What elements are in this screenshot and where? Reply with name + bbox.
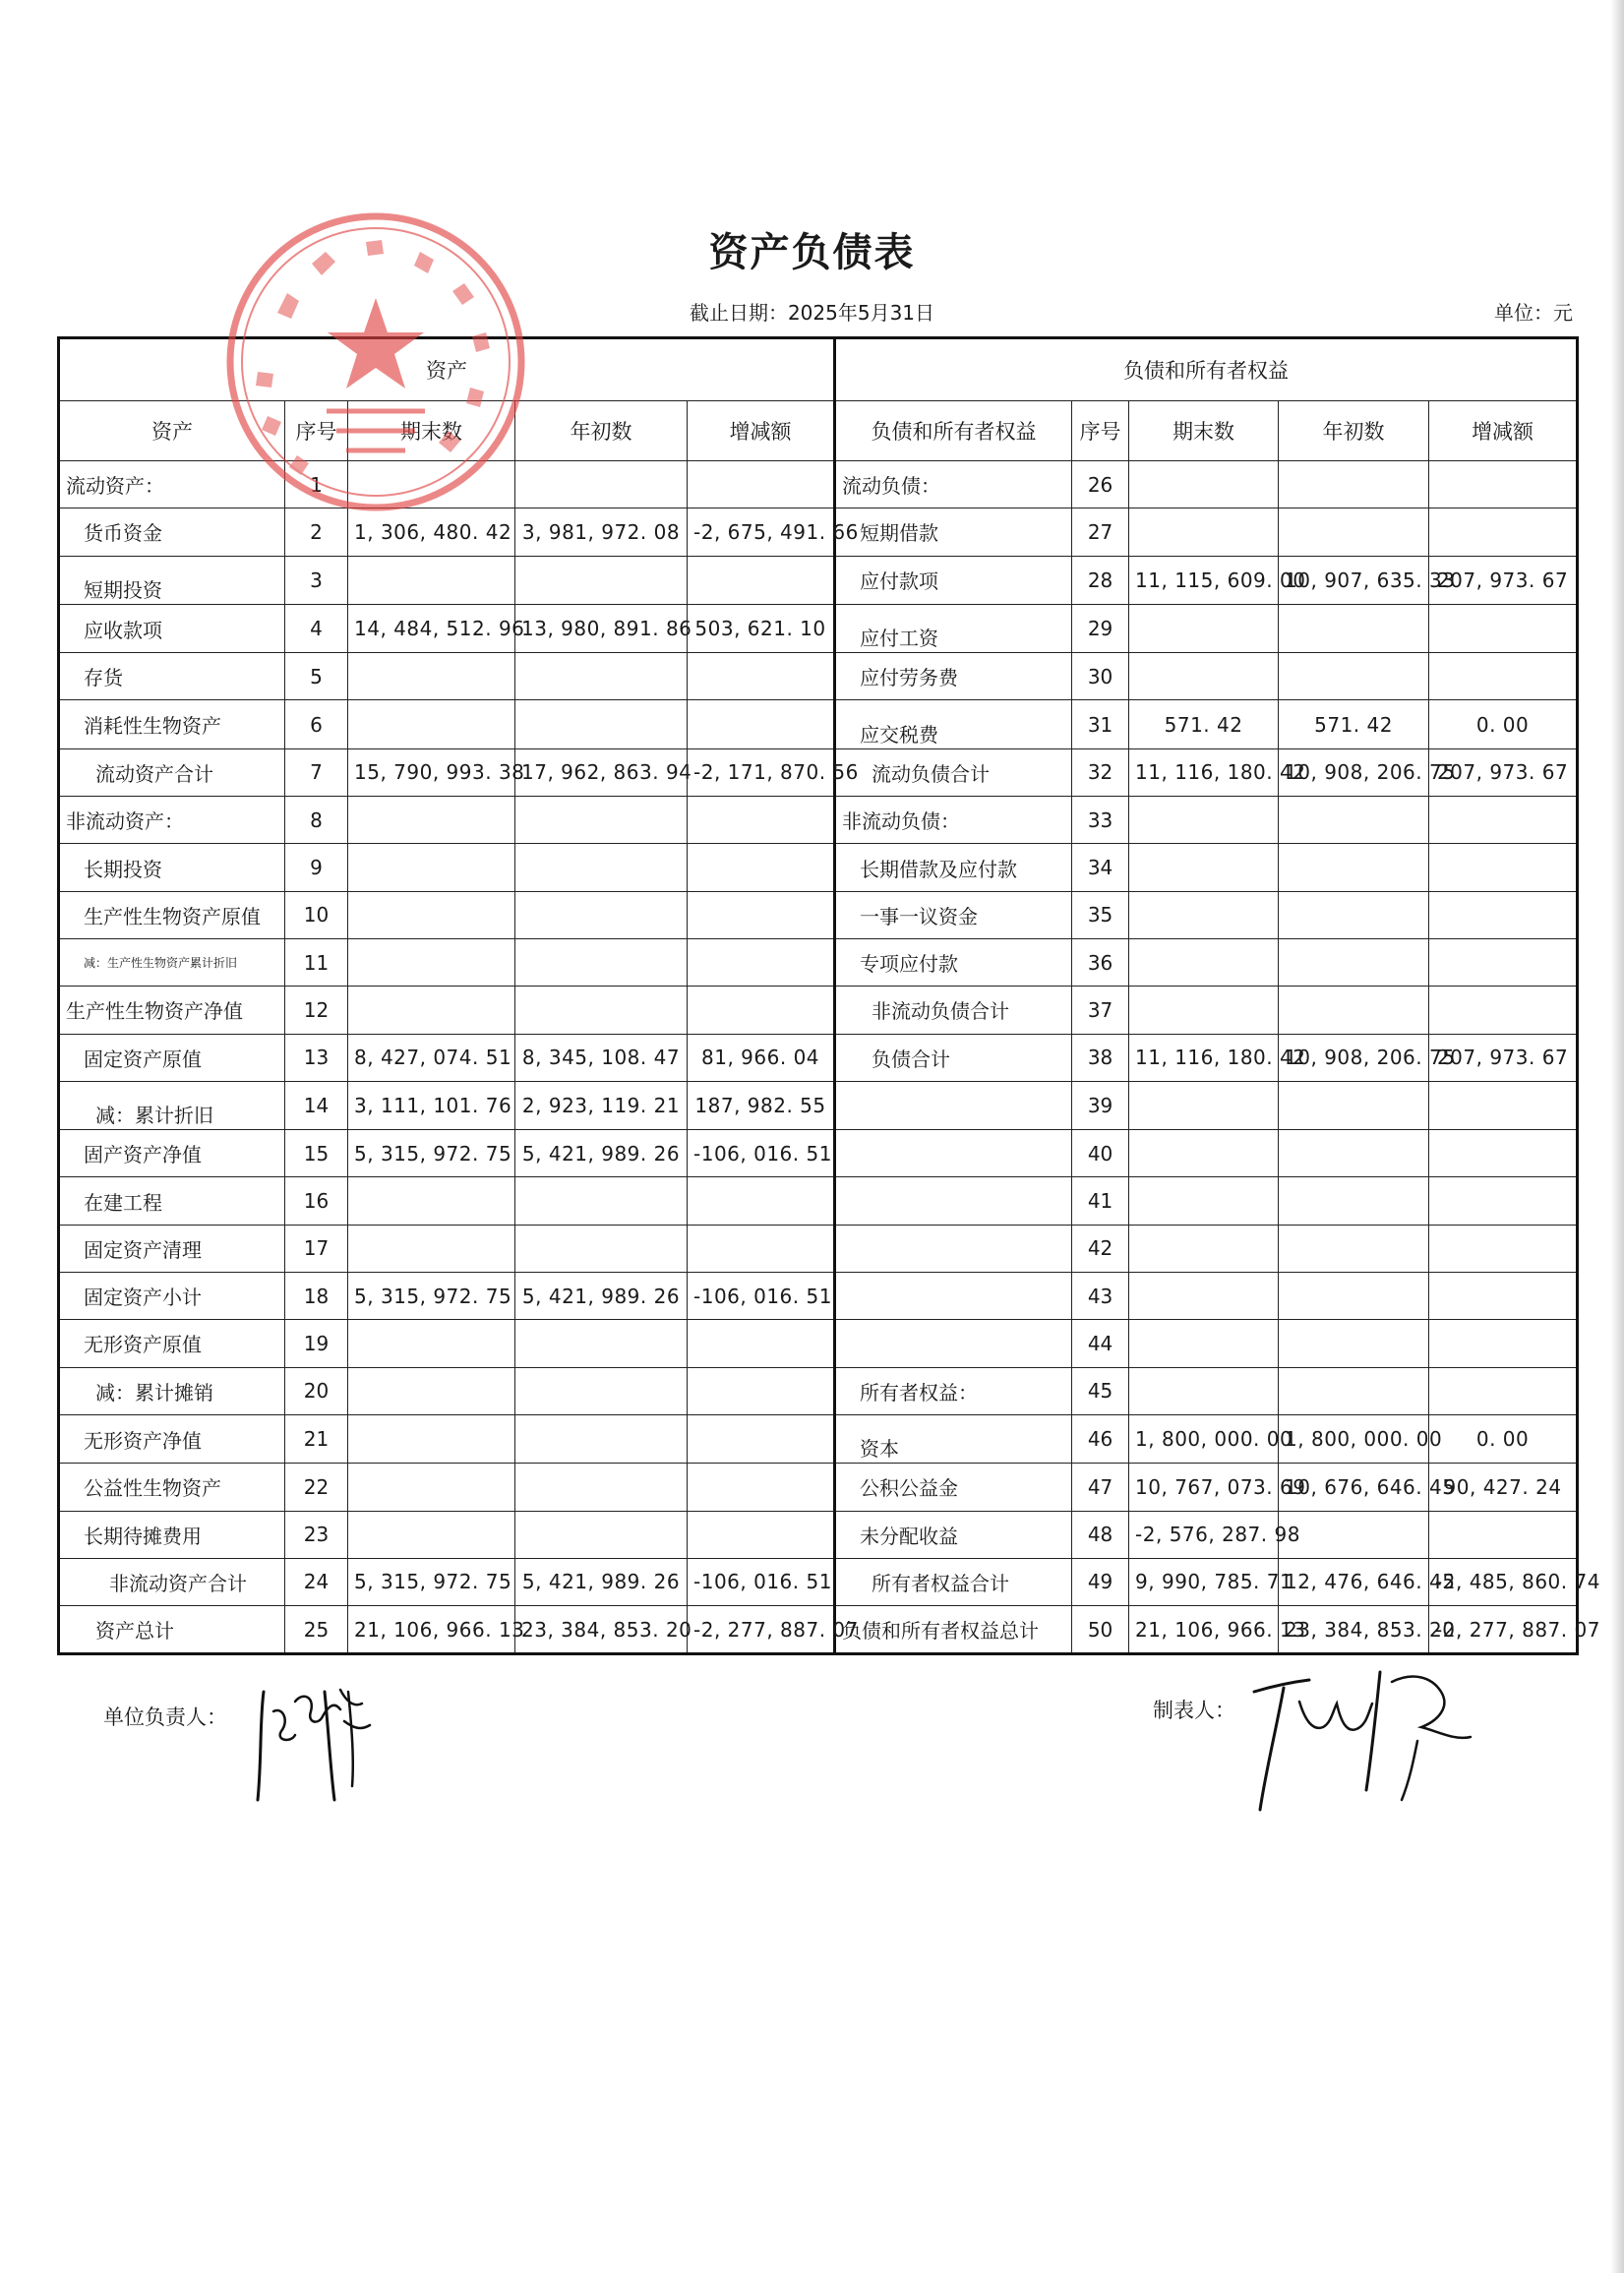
table-row	[59, 748, 1578, 796]
preparer-label: 制表人：	[1153, 1699, 1235, 1722]
liabilities-section-header: 负债和所有者权益	[835, 338, 1578, 401]
asset-change-value	[688, 1320, 835, 1367]
liability-begin-value	[1279, 1177, 1429, 1225]
asset-begin-value	[515, 1414, 688, 1463]
liability-item-label: 负债和所有者权益总计	[835, 1606, 1072, 1654]
col-header-end-right: 期末数	[1129, 401, 1279, 461]
liability-change-value	[1429, 508, 1578, 556]
liability-end-value: 1, 800, 000. 00	[1129, 1414, 1279, 1463]
asset-begin-value	[515, 797, 688, 844]
asset-item-label: 减：累计折旧	[59, 1081, 285, 1129]
asset-end-value	[348, 1320, 515, 1367]
liability-seq: 49	[1072, 1558, 1129, 1605]
table-row	[59, 1558, 1578, 1605]
asset-begin-value: 5, 421, 989. 26	[515, 1558, 688, 1605]
liability-item-label: 应交税费	[835, 700, 1072, 748]
liability-end-value	[1129, 461, 1279, 508]
asset-seq: 17	[285, 1225, 348, 1272]
liability-seq: 47	[1072, 1464, 1129, 1511]
liability-end-value	[1129, 1130, 1279, 1177]
liability-end-value: 9, 990, 785. 71	[1129, 1558, 1279, 1605]
liability-begin-value: 23, 384, 853. 20	[1279, 1606, 1429, 1654]
liability-begin-value: 10, 676, 646. 45	[1279, 1464, 1429, 1511]
asset-end-value	[348, 1367, 515, 1414]
liability-item-label: 负债合计	[835, 1034, 1072, 1081]
asset-begin-value	[515, 700, 688, 748]
liability-begin-value	[1279, 1511, 1429, 1558]
liability-item-label	[835, 1273, 1072, 1320]
asset-seq: 12	[285, 987, 348, 1034]
asset-begin-value	[515, 938, 688, 986]
liability-change-value	[1429, 1273, 1578, 1320]
liability-change-value	[1429, 1511, 1578, 1558]
liability-end-value	[1129, 1081, 1279, 1129]
asset-change-value: -2, 171, 870. 56	[688, 748, 835, 796]
asset-begin-value	[515, 1511, 688, 1558]
liability-begin-value: 12, 476, 646. 45	[1279, 1558, 1429, 1605]
asset-begin-value	[515, 1177, 688, 1225]
liability-begin-value	[1279, 508, 1429, 556]
table-row	[59, 461, 1578, 508]
asset-end-value	[348, 844, 515, 891]
asset-end-value: 1, 306, 480. 42	[348, 508, 515, 556]
liability-item-label: 应付工资	[835, 604, 1072, 652]
liability-begin-value	[1279, 987, 1429, 1034]
asset-item-label: 非流动资产合计	[59, 1558, 285, 1605]
liability-end-value: 10, 767, 073. 69	[1129, 1464, 1279, 1511]
asset-item-label: 资产总计	[59, 1606, 285, 1654]
liability-seq: 46	[1072, 1414, 1129, 1463]
liability-seq: 41	[1072, 1177, 1129, 1225]
liability-change-value	[1429, 1177, 1578, 1225]
liability-begin-value	[1279, 1320, 1429, 1367]
assets-section-header: 资产	[59, 338, 835, 401]
liability-seq: 34	[1072, 844, 1129, 891]
liability-change-value	[1429, 1130, 1578, 1177]
col-header-begin: 年初数	[515, 401, 688, 461]
asset-item-label: 公益性生物资产	[59, 1464, 285, 1511]
liability-begin-value	[1279, 1273, 1429, 1320]
table-row	[59, 1464, 1578, 1511]
liability-change-value	[1429, 1081, 1578, 1129]
asset-change-value	[688, 1177, 835, 1225]
liability-seq: 36	[1072, 938, 1129, 986]
unit-head-signature	[246, 1662, 384, 1810]
liability-seq: 44	[1072, 1320, 1129, 1367]
liability-change-value: -2, 485, 860. 74	[1429, 1558, 1578, 1605]
asset-seq: 24	[285, 1558, 348, 1605]
asset-item-label: 固定资产原值	[59, 1034, 285, 1081]
liability-change-value	[1429, 461, 1578, 508]
liability-seq: 35	[1072, 891, 1129, 938]
liability-item-label: 非流动负债合计	[835, 987, 1072, 1034]
table-row	[59, 1606, 1578, 1654]
asset-item-label: 无形资产净值	[59, 1414, 285, 1463]
asset-seq: 25	[285, 1606, 348, 1654]
table-row	[59, 891, 1578, 938]
asset-item-label: 生产性生物资产净值	[59, 987, 285, 1034]
liability-change-value: 0. 00	[1429, 700, 1578, 748]
asset-item-label: 应收款项	[59, 604, 285, 652]
asset-end-value	[348, 1177, 515, 1225]
asset-change-value	[688, 1414, 835, 1463]
asset-change-value	[688, 461, 835, 508]
asset-change-value	[688, 1367, 835, 1414]
asset-end-value	[348, 891, 515, 938]
asset-begin-value	[515, 891, 688, 938]
liability-begin-value	[1279, 797, 1429, 844]
asset-end-value: 5, 315, 972. 75	[348, 1130, 515, 1177]
liability-item-label: 长期借款及应付款	[835, 844, 1072, 891]
asset-seq: 2	[285, 508, 348, 556]
asset-begin-value: 13, 980, 891. 86	[515, 604, 688, 652]
asset-seq: 7	[285, 748, 348, 796]
asset-begin-value	[515, 844, 688, 891]
liability-end-value	[1129, 987, 1279, 1034]
asset-begin-value	[515, 1320, 688, 1367]
asset-seq: 21	[285, 1414, 348, 1463]
liability-item-label: 所有者权益合计	[835, 1558, 1072, 1605]
asset-end-value	[348, 556, 515, 604]
liability-change-value	[1429, 1320, 1578, 1367]
liability-change-value	[1429, 891, 1578, 938]
asset-seq: 9	[285, 844, 348, 891]
table-row	[59, 1225, 1578, 1272]
asset-begin-value: 3, 981, 972. 08	[515, 508, 688, 556]
asset-end-value: 21, 106, 966. 13	[348, 1606, 515, 1654]
asset-seq: 15	[285, 1130, 348, 1177]
scan-edge	[1610, 0, 1624, 2273]
asset-begin-value: 23, 384, 853. 20	[515, 1606, 688, 1654]
asset-item-label: 生产性生物资产原值	[59, 891, 285, 938]
document-title: 资产负债表	[708, 230, 916, 275]
table-row	[59, 604, 1578, 652]
liability-item-label: 所有者权益：	[835, 1367, 1072, 1414]
asset-begin-value	[515, 1225, 688, 1272]
table-row	[59, 1130, 1578, 1177]
table-row	[59, 1177, 1578, 1225]
liability-item-label: 未分配收益	[835, 1511, 1072, 1558]
asset-seq: 23	[285, 1511, 348, 1558]
asset-seq: 3	[285, 556, 348, 604]
asset-end-value: 5, 315, 972. 75	[348, 1558, 515, 1605]
col-header-change: 增减额	[688, 401, 835, 461]
liability-change-value: 207, 973. 67	[1429, 1034, 1578, 1081]
asset-begin-value	[515, 1464, 688, 1511]
asset-item-label: 固定资产小计	[59, 1273, 285, 1320]
balance-sheet-table	[57, 336, 1600, 1655]
table-row	[59, 1320, 1578, 1367]
liability-change-value: 90, 427. 24	[1429, 1464, 1578, 1511]
liability-seq: 45	[1072, 1367, 1129, 1414]
table-row	[59, 844, 1578, 891]
table-row	[59, 508, 1578, 556]
unit-head-label: 单位负责人：	[103, 1705, 227, 1729]
liability-end-value	[1129, 1225, 1279, 1272]
liability-begin-value: 571. 42	[1279, 700, 1429, 748]
liability-change-value: 207, 973. 67	[1429, 748, 1578, 796]
liability-item-label: 应付劳务费	[835, 653, 1072, 700]
section-header-row	[59, 338, 1578, 401]
asset-seq: 5	[285, 653, 348, 700]
liability-end-value: -2, 576, 287. 98	[1129, 1511, 1279, 1558]
asset-change-value: 81, 966. 04	[688, 1034, 835, 1081]
asset-change-value	[688, 556, 835, 604]
liability-begin-value: 10, 908, 206. 75	[1279, 1034, 1429, 1081]
table-row	[59, 1511, 1578, 1558]
liability-seq: 43	[1072, 1273, 1129, 1320]
liability-item-label: 专项应付款	[835, 938, 1072, 986]
liability-end-value: 11, 116, 180. 42	[1129, 748, 1279, 796]
asset-change-value	[688, 844, 835, 891]
asset-seq: 20	[285, 1367, 348, 1414]
asset-seq: 10	[285, 891, 348, 938]
liability-change-value	[1429, 604, 1578, 652]
asset-change-value	[688, 938, 835, 986]
asset-begin-value: 8, 345, 108. 47	[515, 1034, 688, 1081]
liability-seq: 42	[1072, 1225, 1129, 1272]
asset-end-value: 14, 484, 512. 96	[348, 604, 515, 652]
liability-begin-value	[1279, 1081, 1429, 1129]
asset-begin-value	[515, 1367, 688, 1414]
asset-end-value	[348, 987, 515, 1034]
liability-item-label: 一事一议资金	[835, 891, 1072, 938]
liability-end-value	[1129, 938, 1279, 986]
asset-item-label: 减：累计摊销	[59, 1367, 285, 1414]
asset-item-label: 减：生产性生物资产累计折旧	[59, 938, 285, 986]
asset-change-value: -2, 675, 491. 66	[688, 508, 835, 556]
asset-seq: 6	[285, 700, 348, 748]
liability-seq: 30	[1072, 653, 1129, 700]
liability-begin-value	[1279, 1367, 1429, 1414]
asset-end-value: 3, 111, 101. 76	[348, 1081, 515, 1129]
liability-seq: 40	[1072, 1130, 1129, 1177]
liability-seq: 33	[1072, 797, 1129, 844]
asset-item-label: 长期待摊费用	[59, 1511, 285, 1558]
liability-seq: 37	[1072, 987, 1129, 1034]
col-header-seq-right: 序号	[1072, 401, 1129, 461]
liability-begin-value	[1279, 1225, 1429, 1272]
liability-item-label: 非流动负债：	[835, 797, 1072, 844]
liability-change-value: -2, 277, 887. 07	[1429, 1606, 1578, 1654]
liability-seq: 27	[1072, 508, 1129, 556]
asset-change-value: -106, 016. 51	[688, 1130, 835, 1177]
liability-item-label	[835, 1177, 1072, 1225]
asset-item-label: 固定资产清理	[59, 1225, 285, 1272]
asset-change-value: -106, 016. 51	[688, 1558, 835, 1605]
unit-label: 单位：元	[1494, 301, 1573, 325]
liability-change-value: 0. 00	[1429, 1414, 1578, 1463]
col-header-asset: 资产	[59, 401, 285, 461]
asset-end-value	[348, 797, 515, 844]
asset-change-value	[688, 1464, 835, 1511]
asset-end-value	[348, 700, 515, 748]
asset-item-label: 无形资产原值	[59, 1320, 285, 1367]
asset-change-value	[688, 1511, 835, 1558]
liability-begin-value	[1279, 1130, 1429, 1177]
asset-seq: 8	[285, 797, 348, 844]
asset-end-value	[348, 1414, 515, 1463]
asset-item-label: 货币资金	[59, 508, 285, 556]
asset-begin-value: 5, 421, 989. 26	[515, 1130, 688, 1177]
col-header-liability: 负债和所有者权益	[835, 401, 1072, 461]
asset-begin-value	[515, 556, 688, 604]
asset-change-value	[688, 987, 835, 1034]
asset-begin-value	[515, 987, 688, 1034]
asset-change-value: 187, 982. 55	[688, 1081, 835, 1129]
date-line: 截止日期：2025年5月31日	[689, 301, 935, 325]
liability-end-value	[1129, 604, 1279, 652]
liability-seq: 50	[1072, 1606, 1129, 1654]
liability-begin-value: 10, 908, 206. 75	[1279, 748, 1429, 796]
liability-begin-value	[1279, 653, 1429, 700]
asset-change-value	[688, 653, 835, 700]
asset-change-value	[688, 797, 835, 844]
liability-end-value	[1129, 1367, 1279, 1414]
asset-end-value: 8, 427, 074. 51	[348, 1034, 515, 1081]
liability-seq: 48	[1072, 1511, 1129, 1558]
asset-begin-value: 2, 923, 119. 21	[515, 1081, 688, 1129]
asset-begin-value: 17, 962, 863. 94	[515, 748, 688, 796]
liability-end-value: 11, 115, 609. 00	[1129, 556, 1279, 604]
liability-end-value: 571. 42	[1129, 700, 1279, 748]
liability-seq: 29	[1072, 604, 1129, 652]
liability-end-value: 21, 106, 966. 13	[1129, 1606, 1279, 1654]
asset-change-value	[688, 700, 835, 748]
asset-seq: 1	[285, 461, 348, 508]
liability-seq: 39	[1072, 1081, 1129, 1129]
liability-end-value	[1129, 844, 1279, 891]
asset-seq: 18	[285, 1273, 348, 1320]
liability-item-label: 流动负债：	[835, 461, 1072, 508]
col-header-seq: 序号	[285, 401, 348, 461]
asset-seq: 16	[285, 1177, 348, 1225]
table-row	[59, 1081, 1578, 1129]
liability-change-value: 207, 973. 67	[1429, 556, 1578, 604]
asset-change-value	[688, 891, 835, 938]
table-row	[59, 653, 1578, 700]
liability-seq: 26	[1072, 461, 1129, 508]
liability-begin-value	[1279, 891, 1429, 938]
liability-change-value	[1429, 938, 1578, 986]
liability-seq: 28	[1072, 556, 1129, 604]
liability-begin-value: 10, 907, 635. 33	[1279, 556, 1429, 604]
liability-item-label: 短期借款	[835, 508, 1072, 556]
liability-begin-value	[1279, 461, 1429, 508]
asset-item-label: 长期投资	[59, 844, 285, 891]
preparer-signature	[1244, 1652, 1490, 1820]
asset-item-label: 消耗性生物资产	[59, 700, 285, 748]
asset-begin-value: 5, 421, 989. 26	[515, 1273, 688, 1320]
liability-end-value	[1129, 891, 1279, 938]
asset-seq: 4	[285, 604, 348, 652]
liability-change-value	[1429, 844, 1578, 891]
liability-change-value	[1429, 653, 1578, 700]
column-header-row	[59, 401, 1578, 461]
asset-end-value	[348, 461, 515, 508]
table-row	[59, 797, 1578, 844]
asset-begin-value	[515, 461, 688, 508]
asset-seq: 11	[285, 938, 348, 986]
liability-begin-value: 1, 800, 000. 00	[1279, 1414, 1429, 1463]
table-row	[59, 1273, 1578, 1320]
liability-end-value	[1129, 797, 1279, 844]
liability-seq: 38	[1072, 1034, 1129, 1081]
asset-begin-value	[515, 653, 688, 700]
table-row	[59, 1414, 1578, 1463]
liability-item-label: 资本	[835, 1414, 1072, 1463]
liability-end-value	[1129, 508, 1279, 556]
liability-end-value	[1129, 1273, 1279, 1320]
liability-item-label: 应付款项	[835, 556, 1072, 604]
liability-begin-value	[1279, 844, 1429, 891]
table-row	[59, 556, 1578, 604]
liability-item-label	[835, 1130, 1072, 1177]
liability-end-value	[1129, 653, 1279, 700]
asset-change-value	[688, 1225, 835, 1272]
table-row	[59, 700, 1578, 748]
liability-item-label	[835, 1225, 1072, 1272]
liability-change-value	[1429, 1367, 1578, 1414]
asset-change-value: -106, 016. 51	[688, 1273, 835, 1320]
asset-end-value	[348, 653, 515, 700]
asset-end-value	[348, 938, 515, 986]
asset-end-value	[348, 1464, 515, 1511]
liability-item-label: 公积公益金	[835, 1464, 1072, 1511]
liability-change-value	[1429, 1225, 1578, 1272]
table-row	[59, 938, 1578, 986]
asset-end-value	[348, 1225, 515, 1272]
asset-end-value: 5, 315, 972. 75	[348, 1273, 515, 1320]
col-header-end: 期末数	[348, 401, 515, 461]
asset-item-label: 流动资产合计	[59, 748, 285, 796]
asset-item-label: 固产资产净值	[59, 1130, 285, 1177]
liability-item-label: 流动负债合计	[835, 748, 1072, 796]
asset-seq: 14	[285, 1081, 348, 1129]
asset-item-label: 在建工程	[59, 1177, 285, 1225]
table-row	[59, 1034, 1578, 1081]
liability-end-value	[1129, 1177, 1279, 1225]
table-row	[59, 987, 1578, 1034]
asset-change-value: 503, 621. 10	[688, 604, 835, 652]
asset-item-label: 短期投资	[59, 556, 285, 604]
asset-change-value: -2, 277, 887. 07	[688, 1606, 835, 1654]
asset-seq: 13	[285, 1034, 348, 1081]
liability-begin-value	[1279, 938, 1429, 986]
asset-seq: 22	[285, 1464, 348, 1511]
liability-end-value: 11, 116, 180. 42	[1129, 1034, 1279, 1081]
liability-item-label	[835, 1320, 1072, 1367]
liability-item-label	[835, 1081, 1072, 1129]
asset-item-label: 存货	[59, 653, 285, 700]
col-header-change-right: 增减额	[1429, 401, 1578, 461]
asset-seq: 19	[285, 1320, 348, 1367]
liability-seq: 32	[1072, 748, 1129, 796]
asset-end-value	[348, 1511, 515, 1558]
liability-end-value	[1129, 1320, 1279, 1367]
asset-end-value: 15, 790, 993. 38	[348, 748, 515, 796]
liability-change-value	[1429, 987, 1578, 1034]
asset-item-label: 非流动资产：	[59, 797, 285, 844]
table-row	[59, 1367, 1578, 1414]
liability-seq: 31	[1072, 700, 1129, 748]
asset-item-label: 流动资产：	[59, 461, 285, 508]
liability-change-value	[1429, 797, 1578, 844]
col-header-begin-right: 年初数	[1279, 401, 1429, 461]
liability-begin-value	[1279, 604, 1429, 652]
